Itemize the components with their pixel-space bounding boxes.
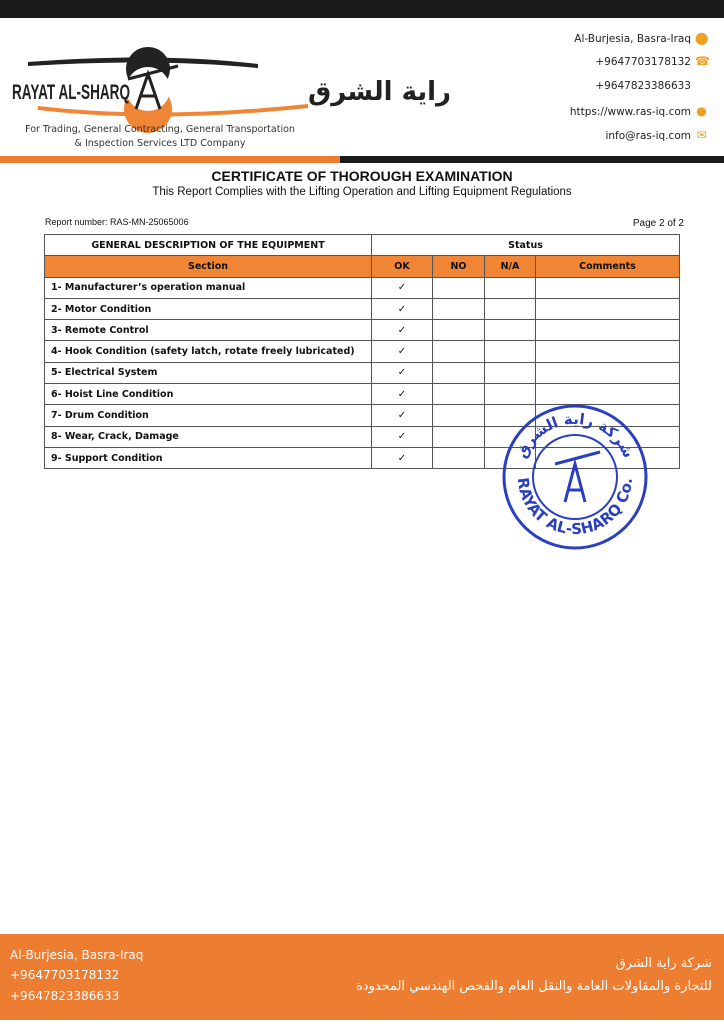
row-comments	[536, 341, 680, 362]
table-row	[45, 362, 680, 383]
row-section: 6- Hoist Line Condition	[45, 384, 372, 405]
document-title: CERTIFICATE OF THOROUGH EXAMINATION	[211, 168, 513, 184]
globe-icon: ●	[696, 104, 707, 118]
tagline-line-2: & Inspection Services LTD Company	[74, 138, 246, 149]
email-link[interactable]: info@ras-iq.com	[605, 129, 691, 142]
row-no	[433, 341, 485, 362]
location-pin-icon: ⬤	[695, 31, 709, 45]
tagline-line-1: For Trading, General Contracting, General Transportation	[25, 124, 295, 135]
row-no	[433, 447, 485, 468]
page-number: Page 2 of 2	[632, 218, 684, 229]
col-comments: Comments	[536, 256, 680, 277]
general-description-header: GENERAL DESCRIPTION OF THE EQUIPMENT	[45, 235, 372, 256]
row-comments	[536, 362, 680, 383]
status-header: Status	[372, 235, 680, 256]
phone-text: +9647823386633	[595, 80, 691, 92]
row-na	[485, 362, 536, 383]
row-section: 3- Remote Control	[45, 320, 372, 341]
row-ok-check: ✓	[372, 405, 433, 426]
contact-phone-1	[595, 55, 708, 68]
row-no	[433, 320, 485, 341]
row-ok-check: ✓	[372, 320, 433, 341]
contact-email[interactable]	[605, 129, 708, 142]
header-divider-dark	[340, 156, 724, 163]
contact-phone-2	[595, 80, 691, 92]
contact-website[interactable]	[570, 105, 708, 118]
company-tagline	[10, 123, 310, 151]
row-comments	[536, 298, 680, 319]
row-section: 2- Motor Condition	[45, 298, 372, 319]
row-section: 5- Electrical System	[45, 362, 372, 383]
row-no	[433, 384, 485, 405]
website-link[interactable]: https://www.ras-iq.com	[569, 105, 691, 118]
row-ok-check: ✓	[372, 426, 433, 447]
col-ok: OK	[372, 256, 433, 277]
table-row	[45, 341, 680, 362]
svg-text:RAYAT AL-SHARQ: RAYAT AL-SHARQ	[12, 81, 130, 104]
svg-text:RAYAT AL-SHARQ Co.: RAYAT AL-SHARQ Co.	[513, 476, 637, 539]
row-comments	[536, 277, 680, 298]
table-row	[45, 298, 680, 319]
header-divider-orange	[0, 156, 340, 163]
footer-phone-1: +9647703178132	[10, 968, 120, 982]
phone-text: +9647703178132	[595, 55, 691, 68]
footer-arabic-description: للتجارة والمقاولات العامة والنقل العام والفحص الهندسي المحدودة	[355, 979, 712, 994]
row-na	[485, 298, 536, 319]
row-section: 4- Hook Condition (safety latch, rotate freely lubricated)	[45, 341, 372, 362]
report-number: Report number: RAS-MN-25065006	[45, 217, 189, 227]
table-column-header	[45, 256, 680, 277]
contact-address	[574, 32, 708, 45]
col-na: N/A	[485, 256, 536, 277]
envelope-icon: ✉	[696, 128, 707, 142]
top-bar	[0, 0, 724, 18]
svg-text:شركة راية الشرق: شركة راية الشرق	[512, 409, 638, 461]
company-stamp	[500, 402, 650, 552]
row-ok-check: ✓	[372, 277, 433, 298]
row-section: 9- Support Condition	[45, 447, 372, 468]
row-ok-check: ✓	[372, 384, 433, 405]
address-text: Al-Burjesia, Basra-Iraq	[574, 32, 691, 45]
svg-text:راية الشرق: راية الشرق	[308, 77, 452, 107]
row-ok-check: ✓	[372, 362, 433, 383]
footer-phone-2: +9647823386633	[10, 989, 120, 1003]
phone-icon: ☎	[695, 54, 710, 68]
row-na	[485, 341, 536, 362]
row-ok-check: ✓	[372, 447, 433, 468]
table-group-header	[45, 235, 680, 256]
row-ok-check: ✓	[372, 341, 433, 362]
col-section: Section	[45, 256, 372, 277]
row-no	[433, 362, 485, 383]
row-section: 7- Drum Condition	[45, 405, 372, 426]
row-no	[433, 405, 485, 426]
footer	[0, 934, 724, 1020]
row-no	[433, 298, 485, 319]
table-row	[45, 320, 680, 341]
row-section: 8- Wear, Crack, Damage	[45, 426, 372, 447]
row-no	[433, 277, 485, 298]
row-na	[485, 277, 536, 298]
table-row	[45, 277, 680, 298]
document-subtitle: This Report Complies with the Lifting Operation and Lifting Equipment Regulations	[152, 186, 572, 198]
row-na	[485, 320, 536, 341]
row-comments	[536, 320, 680, 341]
footer-address: Al-Burjesia, Basra-Iraq	[10, 948, 144, 962]
row-ok-check: ✓	[372, 298, 433, 319]
footer-arabic-name: شركة راية الشرق	[615, 956, 712, 971]
col-no: NO	[433, 256, 485, 277]
row-section: 1- Manufacturer’s operation manual	[45, 277, 372, 298]
row-no	[433, 426, 485, 447]
